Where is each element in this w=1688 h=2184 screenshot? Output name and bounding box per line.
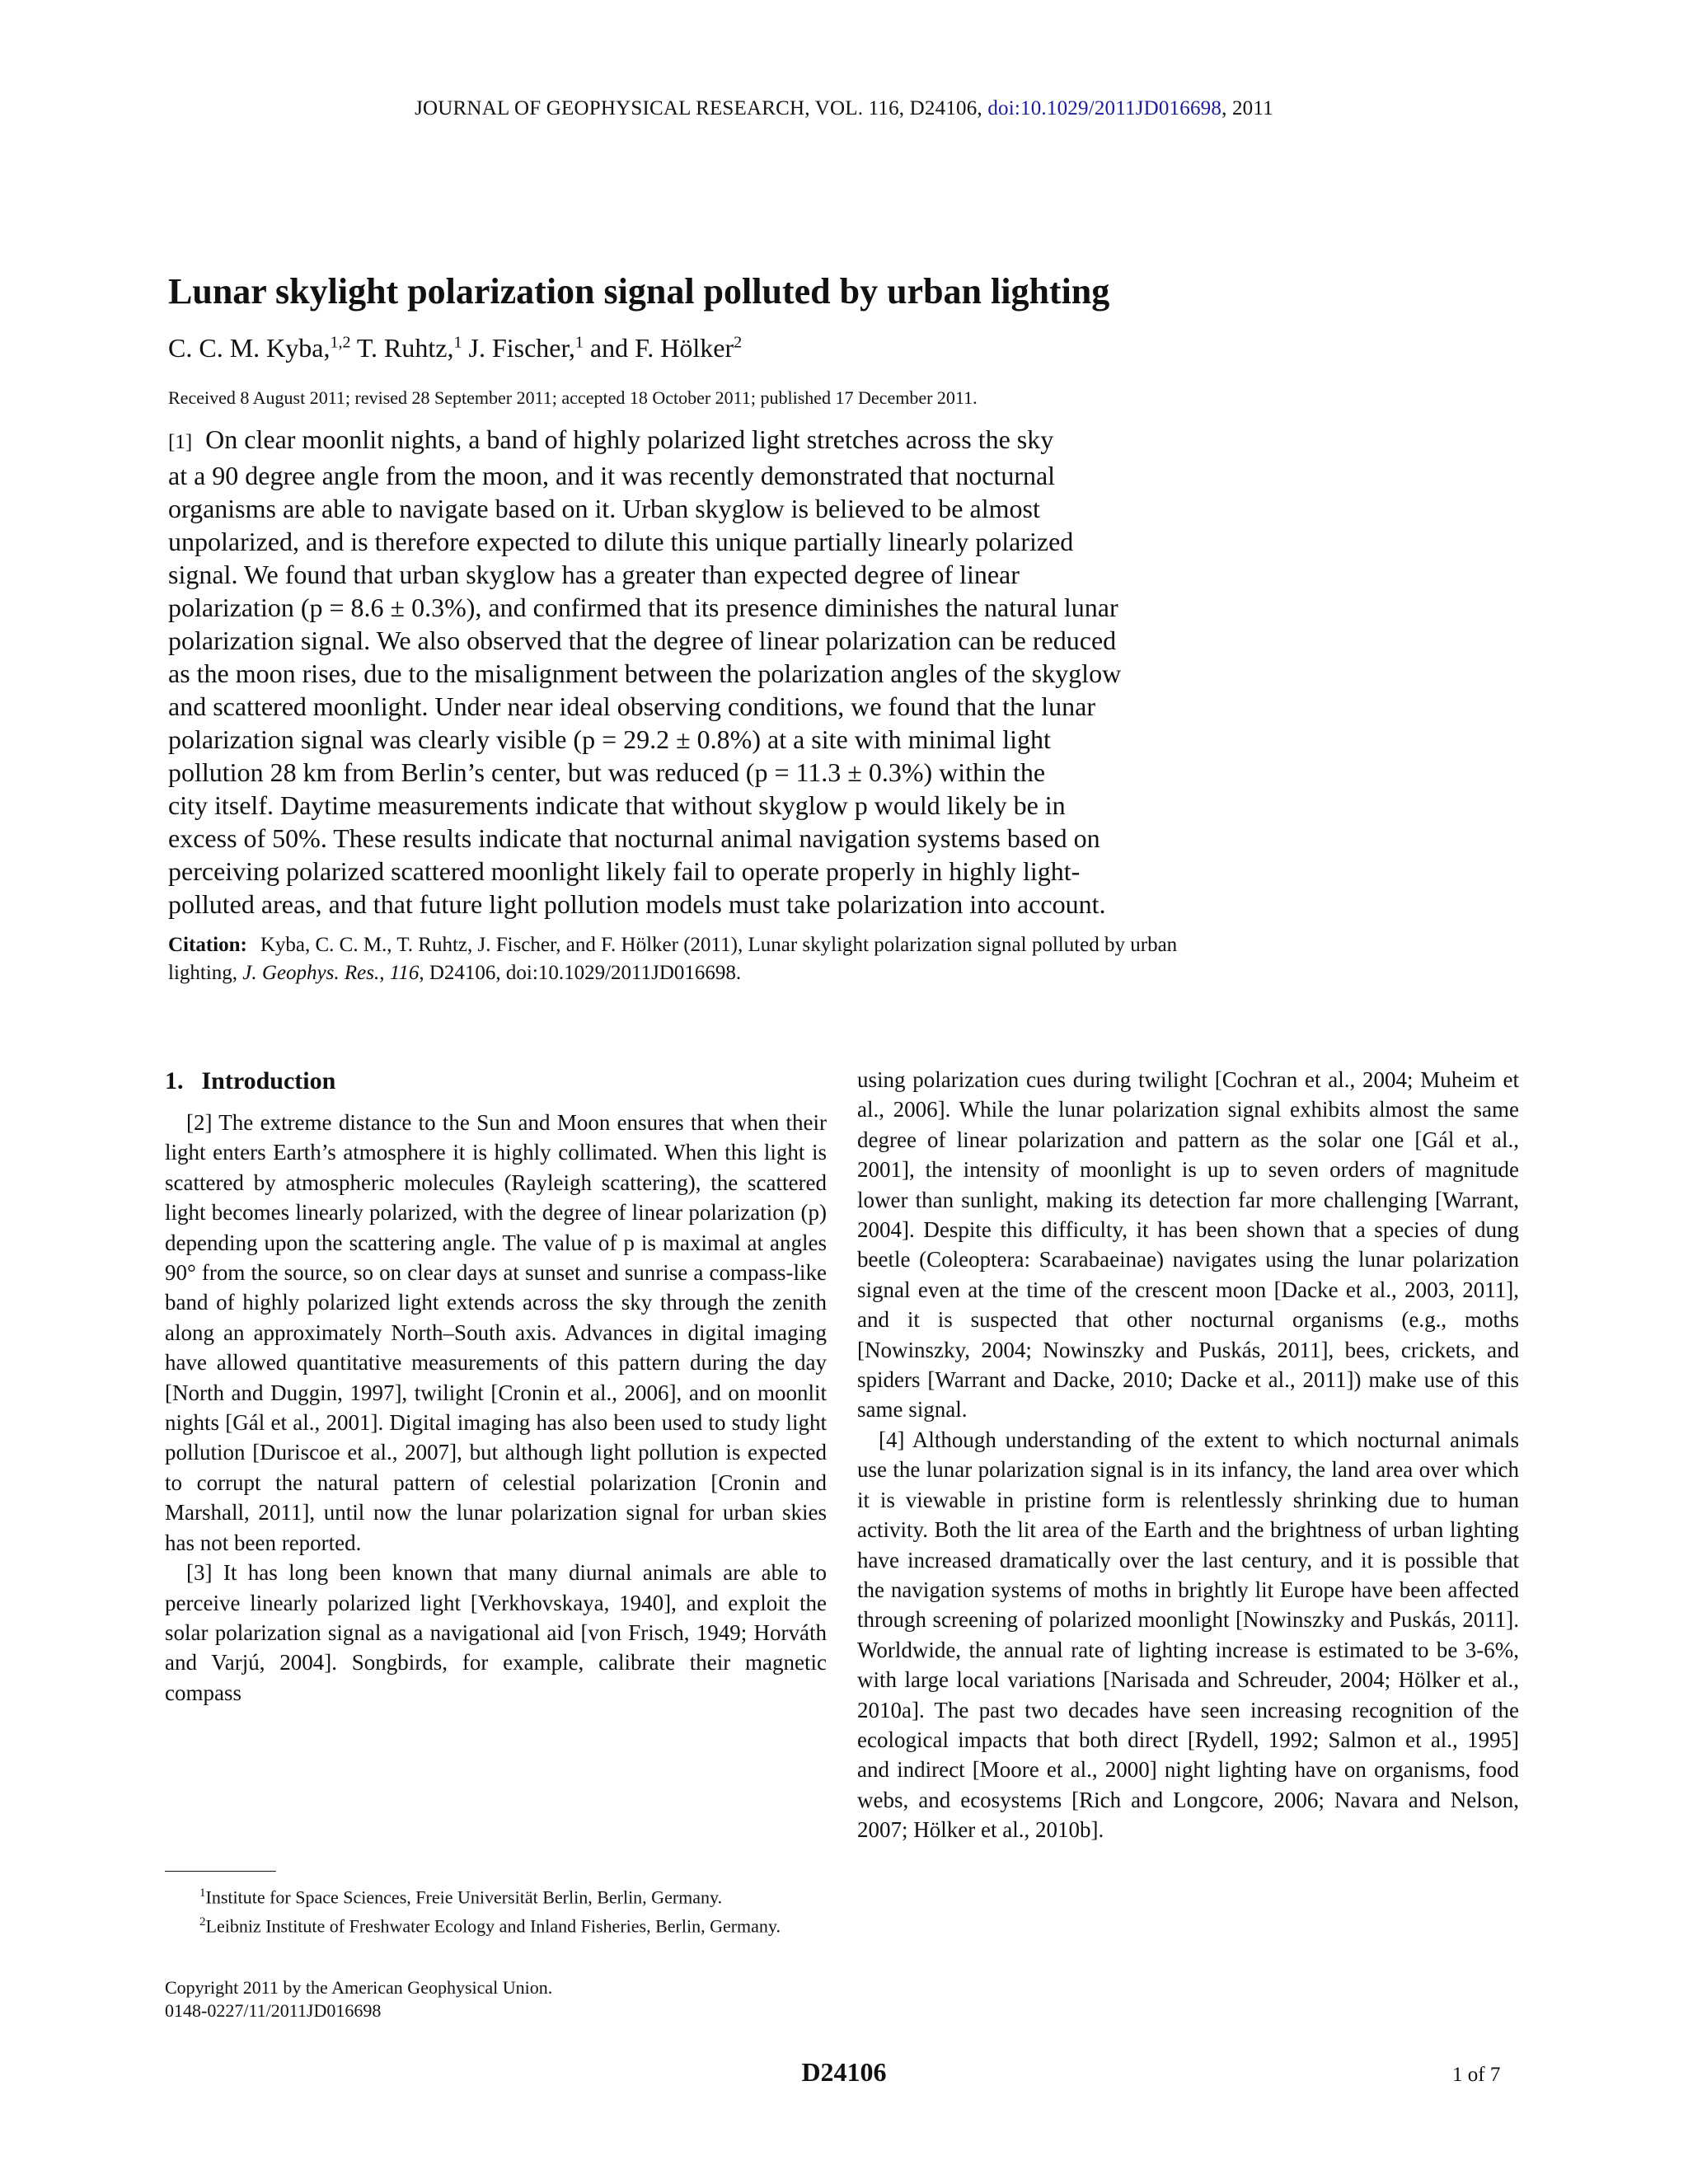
author-affiliation-mark: 1,2 — [330, 333, 351, 352]
abstract-line: as the moon rises, due to the misalignment between the polarization angles of the skyglow — [168, 658, 1122, 688]
abstract-line: organisms are able to navigate based on it. Urban skyglow is believed to be almost — [168, 494, 1040, 523]
citation: Citation: Kyba, C. C. M., T. Ruhtz, J. Fischer, and F. Hölker (2011), Lunar skylight polarization signal polluted by urban lighting, J. Geophys. Res., 116, D24106, doi:10.1029/2011JD016698. — [168, 934, 1178, 984]
footer-article-id: D24106 — [801, 2057, 887, 2087]
section-title: Introduction — [201, 1067, 336, 1094]
journal-header — [0, 97, 1688, 120]
author-name: C. C. M. Kyba, — [168, 333, 331, 363]
abstract-line: at a 90 degree angle from the moon, and it was recently demonstrated that nocturnal — [168, 461, 1056, 490]
abstract-line: [1] On clear moonlit nights, a band of highly polarized light stretches across the sky — [168, 424, 1054, 454]
author-affiliation-mark: 1 — [574, 333, 584, 352]
citation-label: Citation: — [168, 934, 247, 956]
abstract-line: unpolarized, and is therefore expected to dilute this unique partially linearly polarized — [168, 527, 1074, 556]
author-affiliation-mark: 1 — [453, 333, 462, 352]
body-paragraph: using polarization cues during twilight [Cochran et al., 2004; Muheim et al., 2006]. While the lunar polarization signal exhibits almost the same degree of linear polarization and pattern as the solar one [Gál et al., 2001], the intensity of moonlight is up to seven orders of magnitude lower than sunlight, making its detection far more challenging [Warrant, 2004]. Despite this difficulty, it has been shown that a species of dung beetle (Coleoptera: Scarabaeinae) navigates using the lunar polarization signal even at the time of the crescent moon [Dacke et al., 2003, 2011], and it is suspected that other nocturnal organisms (e.g., moths [Nowinszky, 2004; Nowinszky and Puskás, 2011], bees, crickets, and spiders [Warrant and Dacke, 2010; Dacke et al., 2011]) make use of this same signal. — [857, 1067, 1519, 1422]
left-column — [165, 1065, 827, 1708]
author-name: T. Ruhtz, — [350, 333, 454, 363]
abstract-line: polarization signal was clearly visible (p = 29.2 ± 0.8%) at a site with minimal light — [168, 724, 1051, 754]
copyright-line: Copyright 2011 by the American Geophysical Union. — [165, 1977, 553, 1998]
abstract-line: signal. We found that urban skyglow has a greater than expected degree of linear — [168, 560, 1020, 589]
author-list — [168, 333, 742, 363]
journal-year: , 2011 — [1221, 97, 1273, 120]
right-column — [857, 1065, 1519, 1845]
copyright-notice — [165, 1976, 552, 2022]
abstract-line: polarization signal. We also observed that the degree of linear polarization can be reduced — [168, 626, 1117, 655]
abstract-paragraph-number: [1] — [168, 431, 193, 453]
abstract-line: polarization (p = 8.6 ± 0.3%), and confirmed that its presence diminishes the natural lunar — [168, 593, 1118, 622]
abstract-line: excess of 50%. These results indicate that nocturnal animal navigation systems based on — [168, 823, 1100, 853]
journal-info: JOURNAL OF GEOPHYSICAL RESEARCH, VOL. 116, D24106, — [415, 97, 988, 120]
author-name: and F. Hölker — [583, 333, 734, 363]
body-paragraph: [2] The extreme distance to the Sun and Moon ensures that when their light enters Earth’s atmosphere it is highly collimated. When this light is scattered by atmospheric molecules (Rayleigh scattering), the scattered light becomes linearly polarized, with the degree of linear polarization (p) depending upon the scattering angle. The value of p is maximal at angles 90° from the source, so on clear days at sunset and sunrise a compass-like band of highly polarized light extends across the sky through the zenith along an approximately North–South axis. Advances in digital imaging have allowed quantitative measurements of this pattern during the day [North and Duggin, 1997], twilight [Cronin et al., 2006], and on moonlit nights [Gál et al., 2001]. Digital imaging has also been used to study light pollution [Duriscoe et al., 2007], but although light pollution is expected to corrupt the natural pattern of celestial polarization [Cronin and Marshall, 2011], until now the lunar polarization signal for urban skies has not been reported. — [165, 1110, 827, 1555]
abstract-line: polluted areas, and that future light pollution models must take polarization into account. — [168, 889, 1106, 919]
footnote: $^2$Leibniz Institute of Freshwater Ecology and Inland Fisheries, Berlin, Germany. — [199, 1915, 781, 1937]
abstract — [168, 423, 1273, 921]
abstract-line: perceiving polarized scattered moonlight likely fail to operate properly in highly light- — [168, 856, 1081, 886]
abstract-line: and scattered moonlight. Under near ideal observing conditions, we found that the lunar — [168, 691, 1096, 721]
paper-title: Lunar skylight polarization signal polluted by urban lighting — [168, 271, 1110, 312]
citation-journal: J. Geophys. Res. — [242, 962, 380, 984]
section-heading — [165, 1065, 827, 1098]
author-affiliation-mark: 2 — [734, 333, 743, 352]
body-paragraph: [4] Although understanding of the extent to which nocturnal animals use the lunar polarization signal is in its infancy, the land area over which it is viewable in pristine form is relentlessly shrinking due to human activity. Both the lit area of the Earth and the brightness of urban lighting have increased dramatically over the last century, and it is possible that the navigation systems of moths in brightly lit Europe have been affected through screening of polarized moonlight [Nowinszky and Puskás, 2011]. Worldwide, the annual rate of lighting increase is estimated to be 3-6%, with large local variations [Narisada and Schreuder, 2004; Hölker et al., 2010a]. The past two decades have seen increasing recognition of the ecological impacts that both direct [Rydell, 1992; Salmon et al., 1995] and indirect [Moore et al., 2000] night lighting have on organisms, food webs, and ecosystems [Rich and Longcore, 2006; Navara and Nelson, 2007; Hölker et al., 2010b]. — [857, 1427, 1519, 1843]
citation-volume: 116 — [389, 962, 420, 984]
footer-page-number: 1 of 7 — [1452, 2064, 1501, 2086]
abstract-line: city itself. Daytime measurements indicate that without skyglow p would likely be in — [168, 790, 1066, 820]
received-dates: Received 8 August 2011; revised 28 September 2011; accepted 18 October 2011; published 17 December 2011. — [168, 387, 978, 408]
doi-link[interactable]: doi:10.1029/2011JD016698 — [987, 97, 1222, 120]
abstract-line: pollution 28 km from Berlin’s center, but was reduced (p = 11.3 ± 0.3%) within the — [168, 757, 1046, 787]
footnotes — [165, 1881, 827, 1939]
citation-text: Kyba, C. C. M., T. Ruhtz, J. Fischer, and F. Hölker (2011), Lunar skylight polarization signal polluted by urban — [260, 934, 1178, 956]
body-paragraph: [3] It has long been known that many diurnal animals are able to perceive linearly polarized light [Verkhovskaya, 1940], and exploit the solar polarization signal as a navigational aid [von Frisch, 1949; Horváth and Varjú, 2004]. Songbirds, for example, calibrate their magnetic compass — [165, 1560, 827, 1705]
author-name: J. Fischer, — [462, 333, 575, 363]
section-number: 1. — [165, 1067, 184, 1094]
footnote-divider — [165, 1871, 276, 1872]
issn-line: 0148-0227/11/2011JD016698 — [165, 2000, 382, 2021]
footnote: $^1$Institute for Space Sciences, Freie Universität Berlin, Berlin, Germany. — [199, 1886, 723, 1908]
